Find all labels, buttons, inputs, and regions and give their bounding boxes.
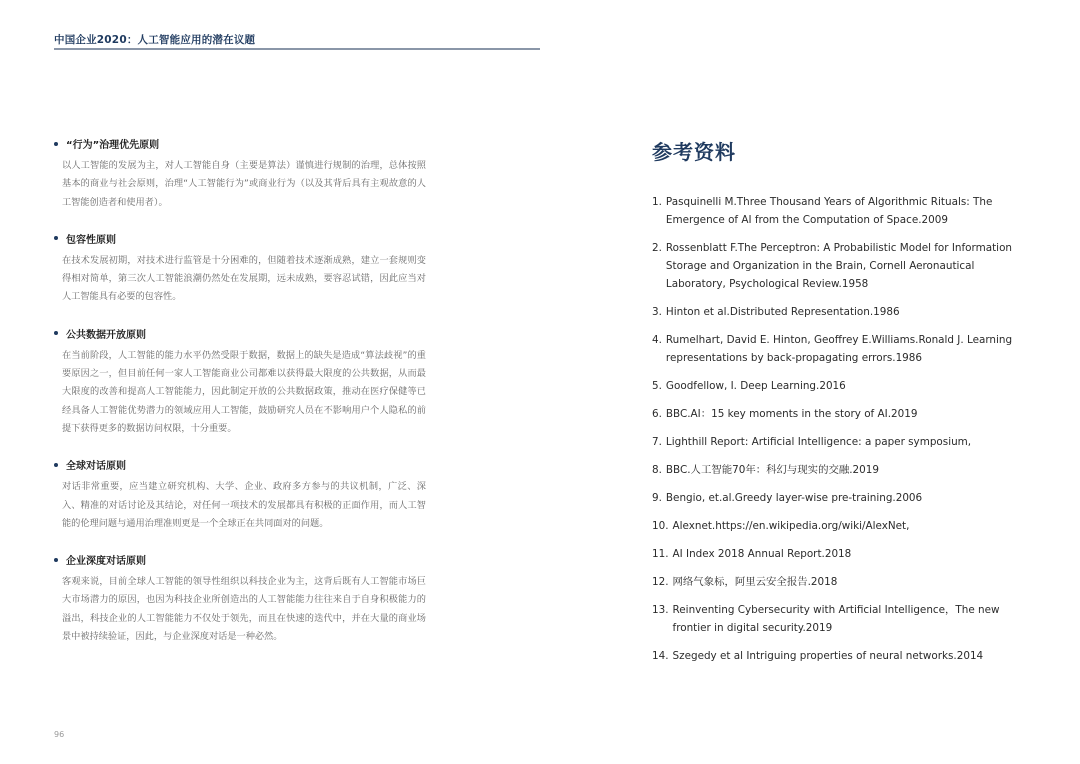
bullet-dot-icon [54, 558, 58, 562]
reference-text: 网络气象标，阿里云安全报告.2018 [672, 576, 838, 588]
reference-number: 13. [652, 604, 669, 616]
reference-item [652, 601, 1037, 637]
principle-title-text: 公共数据开放原则 [66, 329, 146, 341]
bullet-dot-icon [54, 142, 58, 146]
references-section [652, 136, 1037, 675]
reference-number: 6. [652, 408, 662, 420]
reference-text: Rumelhart, David E. Hinton, Geoffrey E.Williams.Ronald J. Learning representations by back-propagating errors.1986 [665, 334, 1013, 364]
principle-title [54, 326, 426, 341]
principle-title [54, 552, 426, 567]
reference-number: 3. [652, 306, 662, 318]
reference-text: Rossenblatt F.The Perceptron: A Probabilistic Model for Information Storage and Organization in the Brain, Cornell Aeronautical Laboratory, Psychological Review.1958 [665, 242, 1013, 290]
reference-number: 4. [652, 334, 662, 346]
principle-open-public-data [54, 326, 426, 438]
bullet-dot-icon [54, 463, 58, 467]
reference-item [652, 303, 1037, 321]
reference-text: Hinton et al.Distributed Representation.1986 [665, 306, 900, 318]
reference-text: BBC.人工智能70年：科幻与现实的交融.2019 [665, 464, 879, 476]
principle-title-text: 企业深度对话原则 [66, 556, 146, 568]
principle-title-text: 全球对话原则 [66, 461, 126, 473]
principle-title [54, 231, 426, 246]
principle-behavior-governance [54, 136, 426, 212]
references-list [652, 193, 1037, 665]
reference-number: 14. [652, 650, 669, 662]
reference-number: 9. [652, 492, 662, 504]
reference-item [652, 573, 1037, 591]
reference-text: Bengio, et.al.Greedy layer-wise pre-training.2006 [665, 492, 923, 504]
bullet-dot-icon [54, 236, 58, 240]
principle-body: 在当前阶段，人工智能的能力水平仍然受限于数据，数据上的缺失是造成“算法歧视”的重要原因之一，但目前任何一家人工智能商业公司都难以获得最大限度的公共数据，从而最大限度的改善和提高人工智能能力，因此制定开放的公共数据政策，推动在医疗保健等已经具备人工智能优势潜力的领域应用人工智能，鼓励研究人员在不影响用户个人隐私的前提下获得更多的数据访问权限，十分重要。 [62, 349, 426, 434]
reference-text: Pasquinelli M.Three Thousand Years of Algorithmic Rituals: The Emergence of AI from the Computation of Space.2009 [665, 196, 993, 226]
reference-number: 11. [652, 548, 669, 560]
reference-item [652, 647, 1037, 665]
reference-text: AI Index 2018 Annual Report.2018 [672, 548, 852, 560]
reference-number: 10. [652, 520, 669, 532]
reference-number: 1. [652, 196, 662, 208]
reference-item [652, 545, 1037, 563]
reference-text: Szegedy et al Intriguing properties of neural networks.2014 [672, 650, 984, 662]
reference-item [652, 239, 1037, 293]
reference-number: 5. [652, 380, 662, 392]
principle-body: 客观来说，目前全球人工智能的领导性组织以科技企业为主，这背后既有人工智能市场巨大市场潜力的原因，也因为科技企业所创造出的人工智能能力往往来自于自身积极能力的溢出，科技企业的人工智能能力不仅处于领先，而且在快速的迭代中，并在大量的商业场景中被持续验证，因此，与企业深度对话是一种必然。 [62, 576, 426, 643]
bullet-dot-icon [54, 331, 58, 335]
reference-number: 8. [652, 464, 662, 476]
reference-item [652, 405, 1037, 423]
reference-text: BBC.AI：15 key moments in the story of AI.2019 [665, 408, 918, 420]
reference-item [652, 461, 1037, 479]
principle-title-text: “行为”治理优先原则 [66, 140, 160, 151]
principle-inclusiveness [54, 231, 426, 307]
principle-title-text: 包容性原则 [66, 234, 116, 246]
references-heading: 参考资料 [652, 140, 736, 164]
principle-global-dialogue [54, 457, 426, 533]
reference-item [652, 331, 1037, 367]
reference-item [652, 433, 1037, 451]
principle-title [54, 457, 426, 472]
reference-item [652, 517, 1037, 535]
page-number: 96 [54, 730, 65, 739]
reference-number: 12. [652, 576, 669, 588]
reference-number: 2. [652, 242, 662, 254]
reference-item [652, 193, 1037, 229]
reference-item [652, 489, 1037, 507]
principle-body: 在技术发展初期，对技术进行监管是十分困难的，但随着技术逐渐成熟，建立一套规则变得相对简单，第三次人工智能浪潮仍然处在发展期，远未成熟，要容忍试错，因此应当对人工智能具有必要的包容性。 [62, 254, 426, 303]
principle-title [54, 136, 426, 151]
reference-text: Alexnet.https://en.wikipedia.org/wiki/AlexNet, [672, 520, 910, 532]
principle-enterprise-dialogue [54, 552, 426, 646]
principles-section [54, 136, 426, 665]
reference-text: Reinventing Cybersecurity with Artificial Intelligence，The new frontier in digital security.2019 [672, 604, 1000, 634]
principle-body: 对话非常重要，应当建立研究机构、大学、企业、政府多方参与的共议机制，广泛、深入、精准的对话讨论及其结论，对任何一项技术的发展都具有积极的正面作用，而人工智能的伦理问题与通用治理准则更是一个全球正在共同面对的问题。 [62, 481, 426, 529]
reference-text: Lighthill Report: Artificial Intelligence: a paper symposium, [665, 436, 972, 448]
reference-text: Goodfellow, I. Deep Learning.2016 [665, 380, 846, 392]
reference-item [652, 377, 1037, 395]
running-header-title: 中国企业2020：人工智能应用的潜在议题 [54, 34, 256, 46]
reference-number: 7. [652, 436, 662, 448]
header-divider [54, 48, 540, 50]
principle-body: 以人工智能的发展为主，对人工智能自身（主要是算法）谨慎进行规制的治理，总体按照基本的商业与社会原则，治理“人工智能行为”或商业行为（以及其背后具有主观故意的人工智能创造者和使用者）。 [62, 160, 426, 208]
